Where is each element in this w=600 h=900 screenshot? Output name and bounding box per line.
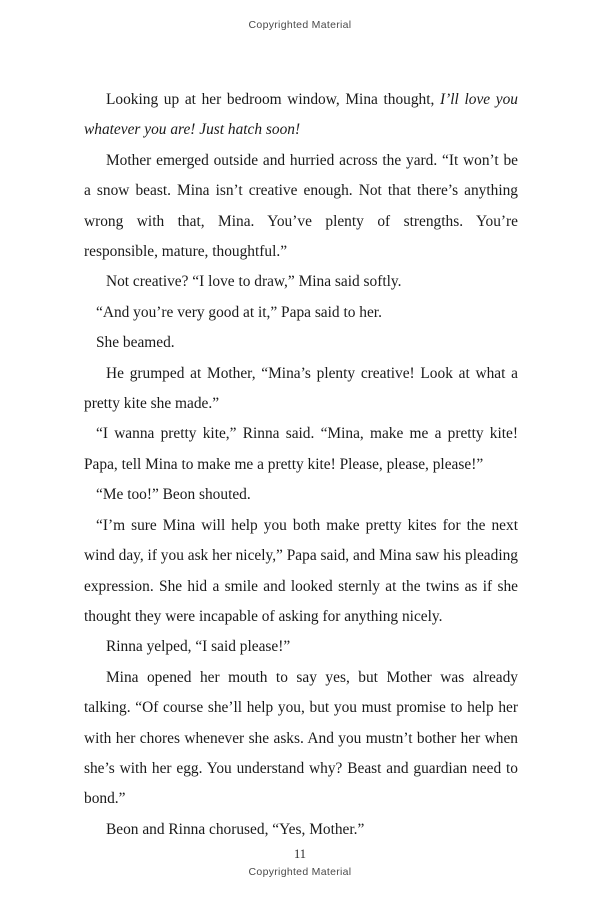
paragraph (84, 511, 518, 633)
page-number: 11 (293, 847, 307, 861)
text-run: Beon and Rinna chorused, “Yes, Mother.” (106, 820, 365, 838)
paragraph (84, 663, 518, 815)
text-run: Mina opened her mouth to say yes, but Mother was already talking. “Of course she’ll help you, but you must promise to help her with her chores whenever she asks. And you mustn’t bother her when she’s with her egg. You understand why? Beast and guardian need to bond.” (84, 668, 518, 808)
text-run: He grumped at Mother, “Mina’s plenty creative! Look at what a pretty kite she made.” (84, 364, 518, 413)
paragraph (84, 359, 518, 420)
text-run: Mother emerged outside and hurried across the yard. “It won’t be a snow beast. Mina isn’t creative enough. Not that there’s anything wrong with that, Mina. You’ve plenty of strengths. You’re responsible, mature, thoughtful.” (84, 151, 518, 261)
page-content (0, 31, 600, 847)
page-footer (0, 847, 600, 900)
paragraph (84, 146, 518, 268)
italic-run: I’ll love you whatever you are! Just hatch soon! (84, 91, 518, 139)
paragraph (84, 419, 518, 480)
text-run: “I’m sure Mina will help you both make pretty kites for the next wind day, if you ask her nicely,” Papa said, and Mina saw his pleading expression. She hid a smile and looked sternly at the twins as if she thought they were incapable of asking for anything nicely. (84, 516, 518, 625)
paragraph (84, 298, 518, 328)
paragraph (84, 267, 518, 297)
paragraph (84, 328, 518, 358)
text-run: “Me too!” Beon shouted. (96, 486, 251, 504)
text-run: “I wanna pretty kite,” Rinna said. “Mina, make me a pretty kite! Papa, tell Mina to make me a pretty kite! Please, please, please!” (84, 425, 518, 473)
text-run: “And you’re very good at it,” Papa said to her. (96, 303, 382, 321)
text-run: She beamed. (96, 334, 175, 352)
copyright-watermark-top: Copyrighted Material (248, 19, 352, 31)
text-run: Looking up at her bedroom window, Mina thought, (106, 91, 441, 108)
text-run: Rinna yelped, “I said please!” (106, 638, 291, 656)
text-run: Not creative? “I love to draw,” Mina said softly. (106, 273, 402, 291)
paragraph (84, 632, 518, 662)
paragraph (84, 480, 518, 510)
paragraph (84, 815, 518, 845)
copyright-watermark-bottom: Copyrighted Material (248, 866, 352, 878)
paragraph (84, 85, 518, 146)
body-text (84, 85, 518, 845)
